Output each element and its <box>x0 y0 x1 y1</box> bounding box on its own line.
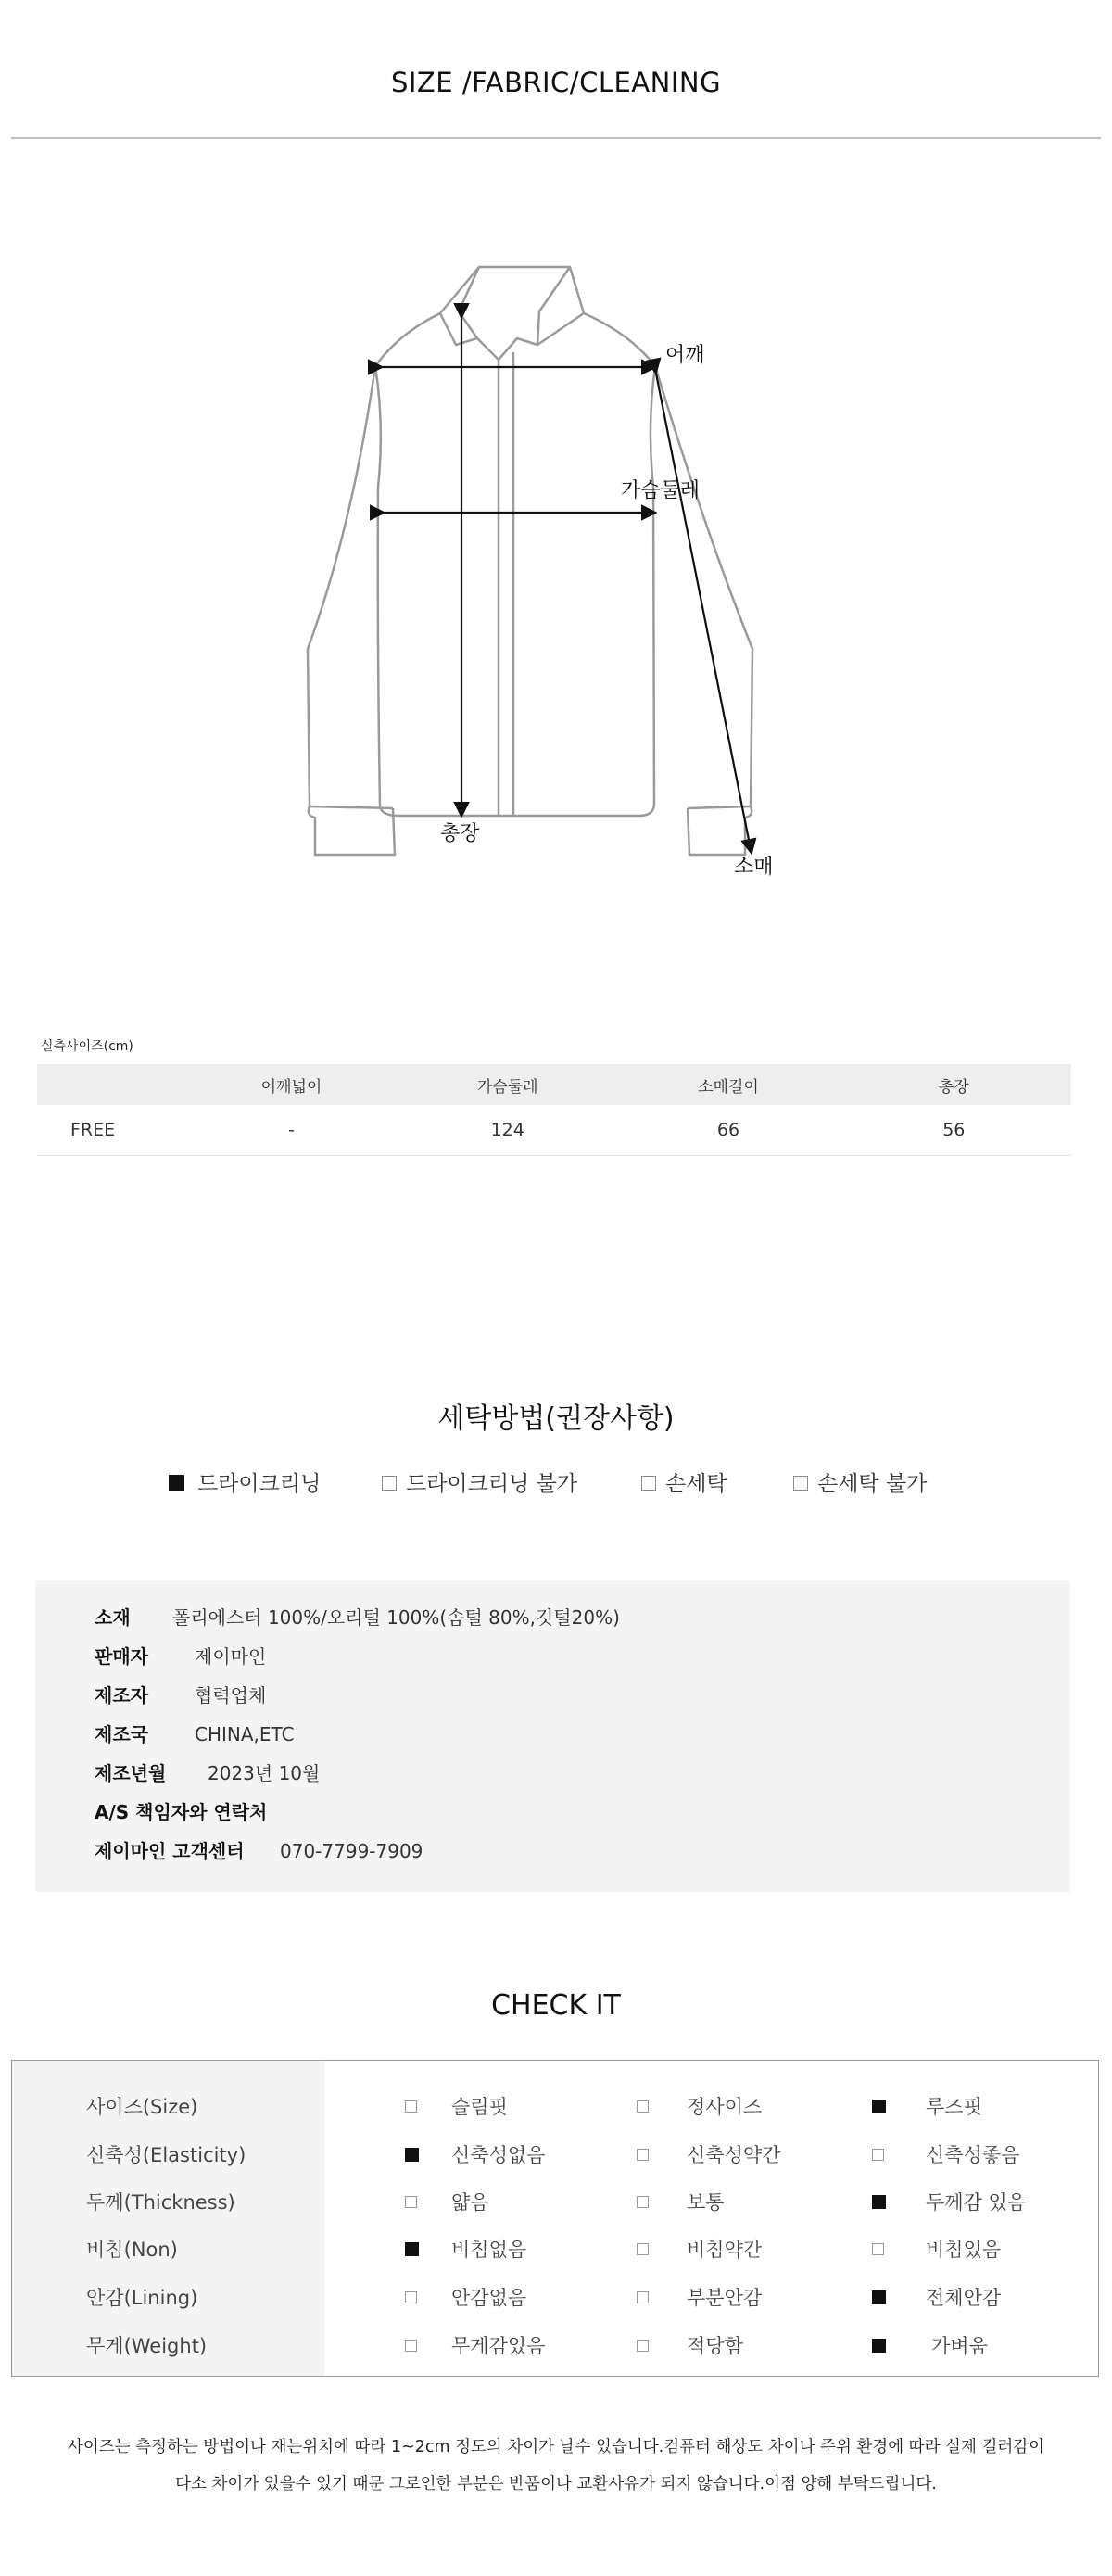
check-option: 신축성좋음 <box>926 2144 1020 2166</box>
check-row-lining <box>12 2272 1098 2319</box>
table-row <box>37 1105 1071 1156</box>
info-value: CHINA,ETC <box>195 1723 295 1745</box>
info-key: 제조국 <box>95 1723 148 1745</box>
check-option: 루즈핏 <box>926 2096 982 2118</box>
check-option: 비침있음 <box>926 2239 1002 2261</box>
label-length: 총장 <box>440 822 480 845</box>
info-row-manufacturer <box>95 1681 266 1707</box>
info-row-customer-center <box>95 1836 423 1863</box>
info-key: 제이마인 고객센터 <box>95 1840 245 1862</box>
size-col-header: 가슴둘레 <box>395 1064 620 1105</box>
check-option: 비침없음 <box>451 2239 527 2261</box>
wash-option-no-hand-wash <box>793 1466 927 1497</box>
size-col-header: 총장 <box>837 1064 1071 1105</box>
checked-box-icon <box>872 2100 886 2113</box>
info-row-country <box>95 1719 295 1746</box>
check-category: 신축성(Elasticity) <box>86 2144 246 2166</box>
check-option: 신축성없음 <box>451 2144 546 2166</box>
wash-option-dry-clean <box>169 1466 321 1497</box>
label-sleeve: 소매 <box>734 856 774 879</box>
check-category: 두께(Thickness) <box>86 2191 235 2214</box>
unchecked-box-icon <box>637 2291 649 2303</box>
info-row-as-contact <box>95 1797 267 1824</box>
check-it-title: CHECK IT <box>491 1989 621 2022</box>
unchecked-box-icon <box>405 2291 417 2303</box>
wash-option-hand-wash <box>641 1466 727 1497</box>
check-category: 사이즈(Size) <box>86 2096 198 2118</box>
info-row-manufacture-date <box>95 1758 320 1785</box>
wash-option-label: 드라이크리닝 불가 <box>406 1472 578 1496</box>
unchecked-box-icon <box>641 1476 656 1491</box>
info-key: 제조년월 <box>95 1762 167 1784</box>
check-option: 슬림핏 <box>451 2096 508 2118</box>
size-cell: - <box>188 1105 395 1156</box>
check-option: 보통 <box>687 2191 725 2214</box>
size-col-header: 소매길이 <box>620 1064 836 1105</box>
unchecked-box-icon <box>872 2243 884 2255</box>
unchecked-box-icon <box>637 2340 649 2352</box>
size-table-header <box>37 1064 1071 1105</box>
unchecked-box-icon <box>872 2149 884 2161</box>
checked-box-icon <box>405 2242 419 2256</box>
info-value: 제이마인 <box>195 1645 267 1668</box>
size-cell: 56 <box>837 1105 1071 1156</box>
check-row-elasticity <box>12 2129 1098 2176</box>
check-option: 두께감 있음 <box>926 2191 1027 2214</box>
info-row-material <box>95 1603 620 1630</box>
size-table-caption: 실측사이즈(cm) <box>41 1039 133 1054</box>
info-key: A/S 책임자와 연락처 <box>95 1801 268 1823</box>
checked-box-icon <box>405 2148 419 2162</box>
label-chest: 가슴둘레 <box>621 479 701 502</box>
label-shoulder: 어깨 <box>665 344 705 367</box>
wash-option-label: 손세탁 <box>665 1472 727 1496</box>
page-title: SIZE /FABRIC/CLEANING <box>390 67 722 98</box>
check-row-weight <box>12 2320 1098 2367</box>
checked-box-icon <box>872 2339 886 2353</box>
checked-box-icon <box>169 1475 184 1491</box>
wash-option-no-dry-clean <box>382 1466 577 1497</box>
unchecked-box-icon <box>405 2100 417 2113</box>
info-value: 070-7799-7909 <box>280 1840 423 1862</box>
info-row-seller <box>95 1642 266 1669</box>
check-row-size <box>12 2081 1098 2128</box>
check-option: 안감없음 <box>451 2287 527 2309</box>
check-option: 부분안감 <box>687 2287 763 2309</box>
checked-box-icon <box>872 2290 886 2304</box>
check-category: 무게(Weight) <box>86 2335 208 2357</box>
unchecked-box-icon <box>405 2196 417 2208</box>
size-col-header <box>37 1064 188 1105</box>
size-table <box>37 1064 1071 1156</box>
header-divider <box>11 137 1101 139</box>
notice-text <box>0 2429 1112 2503</box>
measurement-diagram <box>297 250 815 899</box>
unchecked-box-icon <box>382 1476 397 1491</box>
check-option: 전체안감 <box>926 2287 1002 2309</box>
size-cell: 66 <box>620 1105 836 1156</box>
check-option: 비침약간 <box>687 2239 763 2261</box>
unchecked-box-icon <box>793 1476 808 1491</box>
info-key: 판매자 <box>95 1645 148 1668</box>
info-key: 소재 <box>95 1606 131 1629</box>
info-value: 2023년 10월 <box>208 1762 321 1784</box>
checked-box-icon <box>872 2195 886 2209</box>
check-row-sheerness <box>12 2224 1098 2271</box>
unchecked-box-icon <box>405 2340 417 2352</box>
notice-line: 다소 차이가 있을수 있기 때문 그로인한 부분은 반품이나 교환사유가 되지 않습니다.이점 양해 부탁드립니다. <box>175 2475 937 2494</box>
size-cell: FREE <box>37 1105 188 1156</box>
washing-title: 세탁방법(권장사항) <box>437 1402 675 1435</box>
check-row-thickness <box>12 2176 1098 2224</box>
info-value: 폴리에스터 100%/오리털 100%(솜털 80%,깃털20%) <box>172 1606 620 1629</box>
check-it-table <box>11 2060 1099 2377</box>
washing-options <box>0 1466 1112 1504</box>
check-category: 비침(Non) <box>86 2239 178 2261</box>
check-category: 안감(Lining) <box>86 2287 198 2309</box>
check-option: 정사이즈 <box>687 2096 763 2118</box>
unchecked-box-icon <box>637 2100 649 2113</box>
notice-line: 사이즈는 측정하는 방법이나 재는위치에 따라 1~2cm 정도의 차이가 날수 있습니다.컴퓨터 해상도 차이나 주위 환경에 따라 실제 컬러감이 <box>67 2438 1045 2456</box>
size-cell: 124 <box>395 1105 620 1156</box>
unchecked-box-icon <box>637 2196 649 2208</box>
size-col-header: 어깨넓이 <box>188 1064 395 1105</box>
jacket-outline <box>297 250 815 899</box>
check-option: 가벼움 <box>931 2335 988 2357</box>
check-option: 얇음 <box>451 2191 489 2214</box>
unchecked-box-icon <box>637 2243 649 2255</box>
info-key: 제조자 <box>95 1684 148 1707</box>
check-option: 신축성약간 <box>687 2144 781 2166</box>
wash-option-label: 손세탁 불가 <box>817 1472 928 1496</box>
info-value: 협력업체 <box>195 1684 267 1707</box>
wash-option-label: 드라이크리닝 <box>197 1472 322 1496</box>
product-info-panel <box>35 1580 1070 1892</box>
check-option: 적당함 <box>687 2335 743 2357</box>
check-option: 무게감있음 <box>451 2335 546 2357</box>
unchecked-box-icon <box>637 2149 649 2161</box>
